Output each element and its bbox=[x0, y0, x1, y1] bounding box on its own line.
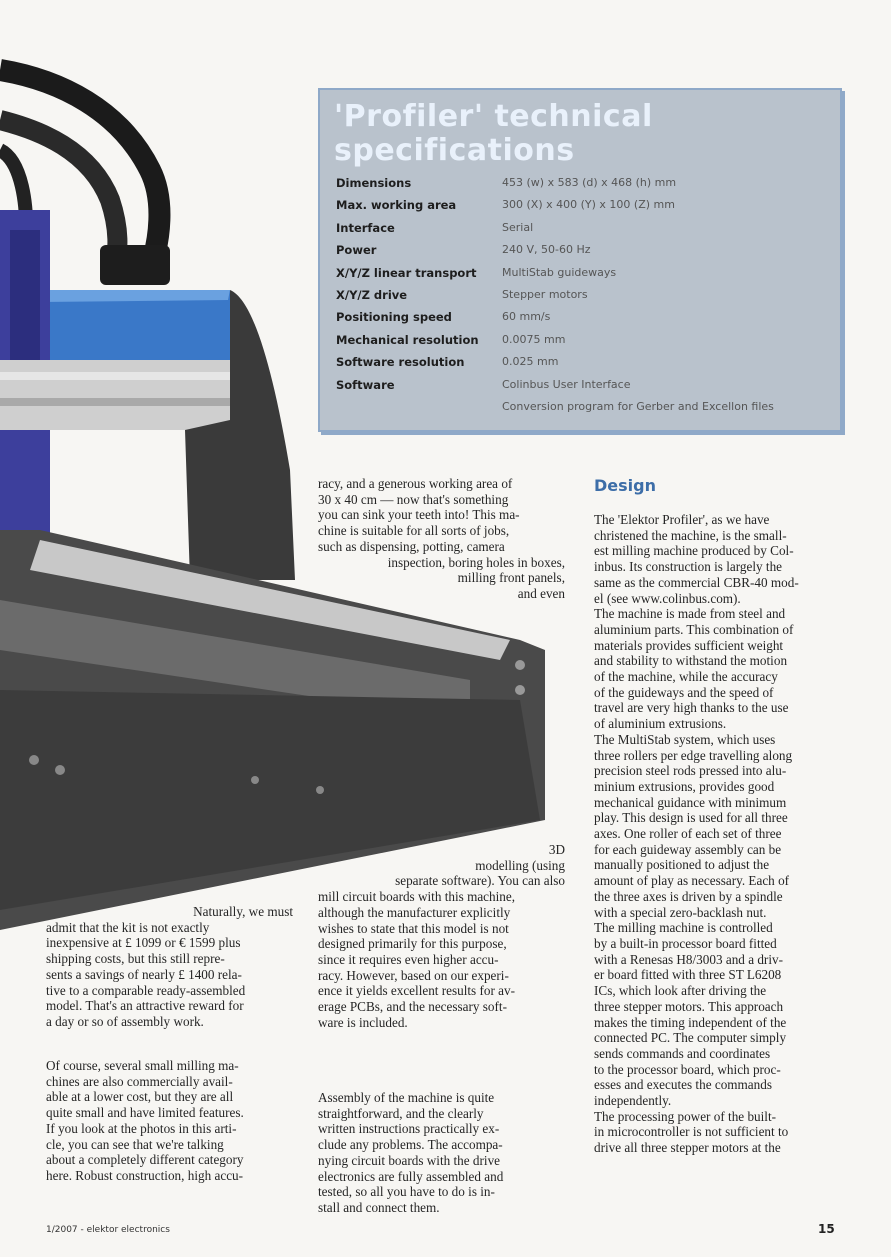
spec-value: 60 mm/s bbox=[502, 310, 551, 324]
text-line: wishes to state that this model is not bbox=[318, 920, 509, 936]
text-line: mechanical guidance with minimum bbox=[594, 794, 787, 810]
text-line: designed primarily for this purpose, bbox=[318, 936, 507, 952]
text-line: for each guideway assembly can be bbox=[594, 841, 782, 857]
text-line: erage PCBs, and the necessary soft- bbox=[318, 999, 507, 1015]
text-line: ware is included. bbox=[318, 1014, 408, 1030]
text-line: although the manufacturer explicitly bbox=[318, 904, 511, 920]
spec-value: Serial bbox=[502, 220, 534, 234]
text-line: separate software). You can also bbox=[395, 873, 565, 889]
spec-row bbox=[336, 400, 836, 422]
text-line: drive all three stepper motors at the bbox=[594, 1140, 781, 1156]
text-line: racy, and a generous working area of bbox=[318, 476, 513, 491]
spec-row bbox=[336, 243, 836, 265]
text-line: able at a lower cost, but they are all bbox=[46, 1089, 234, 1105]
right-column bbox=[594, 512, 845, 1156]
text-line: racy. However, based on our experi- bbox=[318, 967, 509, 983]
text-line: and even bbox=[517, 585, 565, 601]
text-line: with a Renesas H8/3003 and a driv- bbox=[594, 951, 783, 967]
text-line: quite small and have limited features. bbox=[46, 1105, 244, 1121]
text-line: electronics are fully assembled and bbox=[318, 1168, 504, 1184]
text-line: same as the commercial CBR-40 mod- bbox=[594, 574, 799, 590]
spec-value: 0.0075 mm bbox=[502, 332, 566, 346]
text-line: three stepper motors. This approach bbox=[594, 998, 784, 1014]
text-line: aluminium parts. This combination of bbox=[594, 621, 794, 637]
spec-value: 453 (w) x 583 (d) x 468 (h) mm bbox=[502, 176, 677, 189]
text-line: inexpensive at £ 1099 or € 1599 plus bbox=[46, 935, 241, 951]
text-line: by a built-in processor board fitted bbox=[594, 935, 777, 951]
text-line: with a special zero-backlash nut. bbox=[594, 904, 767, 920]
text-line: you can sink your teeth into! This ma- bbox=[318, 507, 520, 523]
text-line: er board fitted with three ST L6208 bbox=[594, 967, 782, 983]
text-line: precision steel rods pressed into alu- bbox=[594, 763, 787, 779]
text-line: tive to a comparable ready-assembled bbox=[46, 982, 246, 998]
text-line: of the guideways and the speed of bbox=[594, 684, 774, 700]
text-line: since it requires even higher accu- bbox=[318, 951, 499, 967]
text-line: mill circuit boards with this machine, bbox=[318, 889, 516, 905]
text-line: The MultiStab system, which uses bbox=[594, 731, 776, 747]
spec-label: Software resolution bbox=[336, 355, 465, 370]
text-line: axes. One roller of each set of three bbox=[594, 826, 782, 842]
middle-column-top bbox=[318, 476, 565, 602]
footer-issue: 1/2007 - elektor electronics bbox=[46, 1225, 170, 1235]
spec-label: Mechanical resolution bbox=[336, 332, 479, 347]
text-line: written instructions practically ex- bbox=[318, 1121, 500, 1137]
text-line: clude any problems. The accompa- bbox=[318, 1137, 503, 1153]
text-line: est milling machine produced by Col- bbox=[594, 543, 794, 559]
text-line: Naturally, we must bbox=[193, 904, 293, 919]
text-line: sends commands and coordinates bbox=[594, 1045, 771, 1061]
spec-row bbox=[336, 288, 836, 310]
text-line: 30 x 40 cm — now that's something bbox=[318, 491, 509, 507]
spec-label: Power bbox=[336, 243, 377, 258]
text-line: modelling (using bbox=[475, 857, 565, 873]
text-line: to the processor board, which proc- bbox=[594, 1061, 781, 1077]
text-line: here. Robust construction, high accu- bbox=[46, 1167, 244, 1183]
text-line: about a completely different category bbox=[46, 1152, 244, 1168]
spec-row bbox=[336, 176, 836, 198]
text-line: such as dispensing, potting, camera bbox=[318, 538, 505, 554]
text-line: ence it yields excellent results for av- bbox=[318, 983, 516, 999]
design-heading: Design bbox=[594, 476, 656, 495]
text-line: the three axes is driven by a spindle bbox=[594, 888, 783, 904]
text-line: inspection, boring holes in boxes, bbox=[387, 554, 565, 570]
spec-value: 300 (X) x 400 (Y) x 100 (Z) mm bbox=[502, 198, 675, 212]
text-line: chines are also commercially avail- bbox=[46, 1073, 233, 1089]
text-line: connected PC. The computer simply bbox=[594, 1030, 787, 1046]
text-line: milling front panels, bbox=[457, 570, 565, 586]
text-line: three rollers per edge travelling along bbox=[594, 747, 793, 763]
text-line: straightforward, and the clearly bbox=[318, 1105, 484, 1121]
spec-label: X/Y/Z linear transport bbox=[336, 265, 477, 280]
page-number: 15 bbox=[818, 1222, 835, 1236]
middle-column-paragraph bbox=[318, 1090, 565, 1216]
text-line: of aluminium extrusions. bbox=[594, 716, 727, 732]
spec-value: 240 V, 50-60 Hz bbox=[502, 243, 591, 257]
text-line: sents a savings of nearly £ 1400 rela- bbox=[46, 966, 242, 982]
spec-value: Conversion program for Gerber and Excellon files bbox=[502, 399, 774, 413]
spec-row bbox=[336, 355, 836, 377]
spec-label: X/Y/Z drive bbox=[336, 287, 408, 302]
spec-table bbox=[336, 176, 836, 422]
text-line: ICs, which look after driving the bbox=[594, 983, 767, 999]
text-line: christened the machine, is the small- bbox=[594, 527, 787, 543]
spec-label: Positioning speed bbox=[336, 310, 452, 325]
spec-value: Stepper motors bbox=[502, 287, 588, 301]
middle-column-bottom bbox=[318, 842, 565, 1030]
text-line: chine is suitable for all sorts of jobs, bbox=[318, 523, 510, 539]
technical-specifications-box bbox=[318, 88, 842, 432]
left-column-paragraph-2 bbox=[46, 1058, 293, 1184]
text-line: and stability to withstand the motion bbox=[594, 653, 788, 669]
spec-box-title: 'Profiler' technical specifications bbox=[334, 99, 653, 168]
spec-label: Software bbox=[336, 377, 395, 392]
text-line: Assembly of the machine is quite bbox=[318, 1090, 495, 1105]
text-line: The machine is made from steel and bbox=[594, 606, 786, 622]
text-line: inbus. Its construction is largely the bbox=[594, 559, 783, 575]
text-line: play. This design is used for all three bbox=[594, 810, 788, 826]
text-line: model. That's an attractive reward for bbox=[46, 998, 244, 1014]
spec-value: Colinbus User Interface bbox=[502, 377, 631, 391]
text-line: stall and connect them. bbox=[318, 1199, 440, 1215]
text-line: 3D bbox=[548, 842, 565, 857]
text-line: materials provides sufficient weight bbox=[594, 637, 784, 653]
text-line: nying circuit boards with the drive bbox=[318, 1152, 501, 1168]
text-line: The processing power of the built- bbox=[594, 1108, 777, 1124]
text-line: travel are very high thanks to the use bbox=[594, 700, 789, 716]
text-line: of the machine, while the accuracy bbox=[594, 669, 778, 685]
text-line: esses and executes the commands bbox=[594, 1077, 772, 1093]
spec-row bbox=[336, 266, 836, 288]
text-line: a day or so of assembly work. bbox=[46, 1013, 204, 1029]
text-line: cle, you can see that we're talking bbox=[46, 1136, 224, 1152]
text-line: el (see www.colinbus.com). bbox=[594, 590, 741, 606]
spec-row bbox=[336, 310, 836, 332]
spec-row bbox=[336, 333, 836, 355]
text-line: independently. bbox=[594, 1093, 672, 1109]
spec-row bbox=[336, 221, 836, 243]
spec-label: Interface bbox=[336, 220, 395, 235]
text-line: The 'Elektor Profiler', as we have bbox=[594, 512, 770, 527]
text-line: shipping costs, but this still repre- bbox=[46, 951, 225, 967]
text-line: Of course, several small milling ma- bbox=[46, 1058, 239, 1073]
left-column-paragraph-1 bbox=[46, 904, 293, 1030]
text-line: manually positioned to adjust the bbox=[594, 857, 770, 873]
spec-row bbox=[336, 198, 836, 220]
spec-value: 0.025 mm bbox=[502, 355, 559, 369]
spec-label: Dimensions bbox=[336, 176, 412, 190]
text-line: admit that the kit is not exactly bbox=[46, 919, 210, 935]
spec-row bbox=[336, 378, 836, 400]
text-line: amount of play as necessary. Each of bbox=[594, 873, 790, 889]
spec-label: Max. working area bbox=[336, 198, 457, 213]
text-line: makes the timing independent of the bbox=[594, 1014, 787, 1030]
spec-value: MultiStab guideways bbox=[502, 265, 617, 279]
text-line: If you look at the photos in this arti- bbox=[46, 1120, 237, 1136]
text-line: tested, so all you have to do is in- bbox=[318, 1184, 495, 1200]
text-line: The milling machine is controlled bbox=[594, 920, 773, 936]
text-line: minium extrusions, provides good bbox=[594, 778, 775, 794]
text-line: in microcontroller is not sufficient to bbox=[594, 1124, 789, 1140]
